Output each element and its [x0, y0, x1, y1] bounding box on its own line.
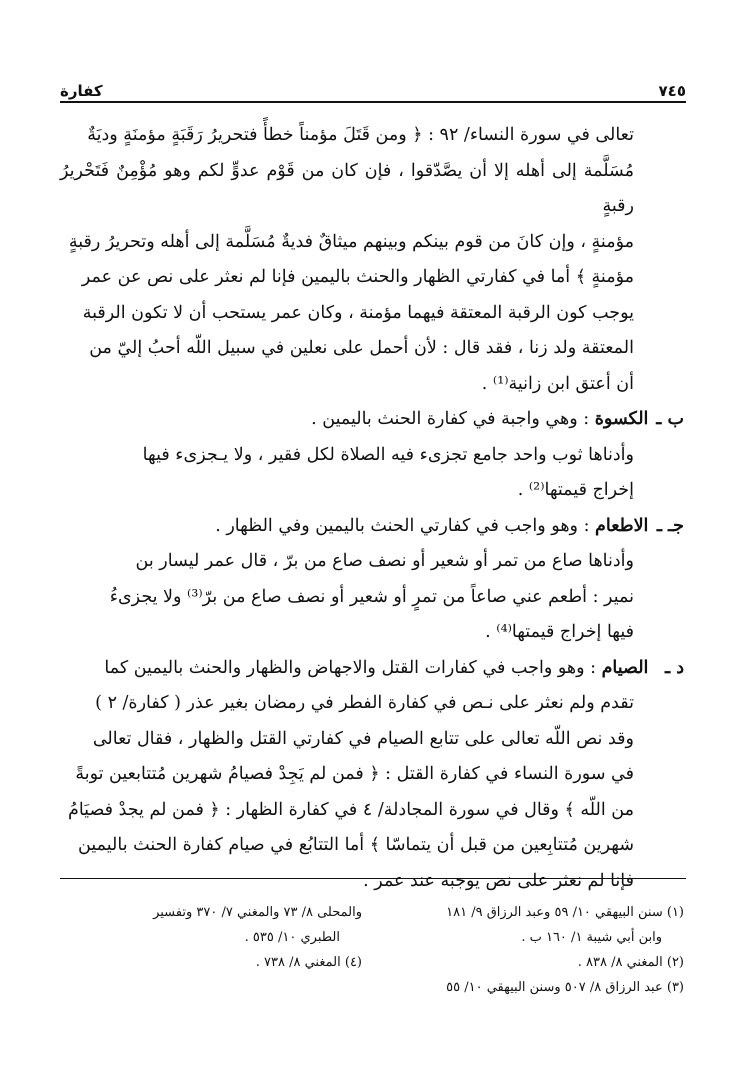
footnotes-right-column: [382, 900, 684, 1000]
intro-paragraph: [60, 118, 684, 402]
running-title: كفارة: [60, 82, 103, 100]
footnote-divider: [60, 878, 686, 879]
section-marker: د ـ: [664, 657, 684, 678]
footnote: (٣) عبد الرزاق ٨/ ٥٠٧ وسنن البيهقي ١٠/ ٥٥: [446, 980, 684, 995]
text-line: تقدم ولم نعثر على نـص في كفارة الفطر في رمضان بغير عذر ( كفارة/ ٢ ): [95, 693, 634, 713]
text-line: فيها إخراج قيمتها⁽⁴⁾ .: [485, 622, 634, 642]
text-line: فإنا لم نعثر على نص يوجبه عند عمر .: [363, 870, 634, 891]
footnote: (٤) المغني ٨/ ٧٣٨ .: [255, 955, 362, 970]
section-heading-text: : وهو واجب في كفارتي الحنث باليمين وفي الظهار .: [215, 515, 596, 536]
text-line: مؤمنةٍ ، وإن كانَ من قوم بينكم وبينهم ميثاقٌ فديةٌ مُسَلَّمة إلى أهله وتحريرُ رقبةٍ: [68, 231, 634, 252]
text-line: وقد نص اللّه تعالى على تتابع الصيام في كفارتي القتل والظهار ، فقال تعالى: [92, 728, 634, 749]
footnote: وابن أبي شيبة ١/ ١٦٠ ب .: [521, 930, 662, 945]
text-line: أن أعتق ابن زانية⁽¹⁾ .: [481, 373, 634, 394]
section-title: الكسوة: [594, 409, 649, 429]
section-feeding: [60, 509, 684, 651]
footnote: (١) سنن البيهقي ١٠/ ٥٩ وعبد الرزاق ٩/ ١٨١: [446, 905, 684, 920]
footnote: الطبري ١٠/ ٥٣٥ .: [244, 930, 340, 945]
section-heading: [60, 402, 684, 438]
text-line: وأدناها ثوب واحد جامع تجزىء فيه الصلاة لكل فقير ، ولا يـجزىء فيها: [142, 444, 634, 465]
section-title: الاطعام: [595, 515, 649, 536]
text-line: من اللّه ﴾ وقال في سورة المجادلة/ ٤ في كفارة الظهار : ﴿ فمن لم يجدْ فصيَامُ: [68, 799, 634, 820]
header-divider: [60, 101, 686, 103]
page-header: [60, 70, 686, 100]
section-clothing: [60, 402, 684, 509]
text-line: المعتقة ولد زنا ، فقد قال : لأن أحمل على نعلين في سبيل اللّه أحبُ إليّ من: [89, 338, 634, 358]
text-line: تعالى في سورة النساء/ ٩٢ : ﴿ ومن قَتَلَ مؤمناً خطأً فتحريرُ رَقَبَةٍ مؤمنَةٍ وديَةٌ: [87, 125, 634, 145]
footnotes-left-column: [60, 900, 362, 1000]
text-line: مُسَلَّمة إلى أهله إلا أن يصَّدّقوا ، فإن كان من قَوْم عدوٍّ لكم وهو مُؤْمِنٌ فَتَحْريرُ رقبةٍ: [60, 160, 634, 216]
text-line: وأدناها صاع من تمر أو شعير أو نصف صاع من برّ ، قال عمر ليسار بن: [135, 551, 634, 571]
text-line: مؤمنةٍ ﴾ أما في كفارتي الظهار والحنث باليمين فإنا لم نعثر على نص عن عمر: [81, 267, 634, 287]
text-line: إخراج قيمتها⁽²⁾ .: [517, 480, 634, 500]
footnote: (٢) المغني ٨/ ٨٣٨ .: [577, 955, 684, 970]
main-text: [60, 118, 684, 899]
section-heading-text: : وهو واجب في كفارات القتل والاجهاض والظهار والحنث باليمين كما: [104, 657, 602, 678]
footnotes: [60, 900, 684, 1000]
section-marker: جـ ـ: [656, 515, 684, 536]
section-marker: ب ـ: [656, 409, 684, 429]
text-line: يوجب كون الرقبة المعتقة فيهما مؤمنة ، وكان عمر يستحب أن لا تكون الرقبة: [82, 302, 634, 323]
section-title: الصيام: [601, 657, 649, 678]
section-heading: [60, 651, 684, 687]
text-line: في سورة النساء في كفارة القتل : ﴿ فمن لم يَجِدْ فصيامُ شهرين مُتتابعين توبةً: [75, 764, 634, 784]
section-fasting: [60, 651, 684, 900]
section-heading-text: : وهي واجبة في كفارة الحنث باليمين .: [311, 409, 595, 429]
footnote: والمحلى ٨/ ٧٣ والمغني ٧/ ٣٧٠ وتفسير: [153, 905, 362, 920]
text-line: شهرين مُتتابِعين من قبل أن يتماسّا ﴾ أما التتابُع في صيام كفارة الحنث باليمين: [78, 835, 634, 855]
section-heading: [60, 509, 684, 545]
text-line: نمير : أطعم عني صاعاً من تمرٍ أو شعير أو نصف صاع من برّ⁽³⁾ ولا يجزىءُ: [109, 586, 634, 607]
page-number: ٧٤٥: [658, 82, 686, 100]
